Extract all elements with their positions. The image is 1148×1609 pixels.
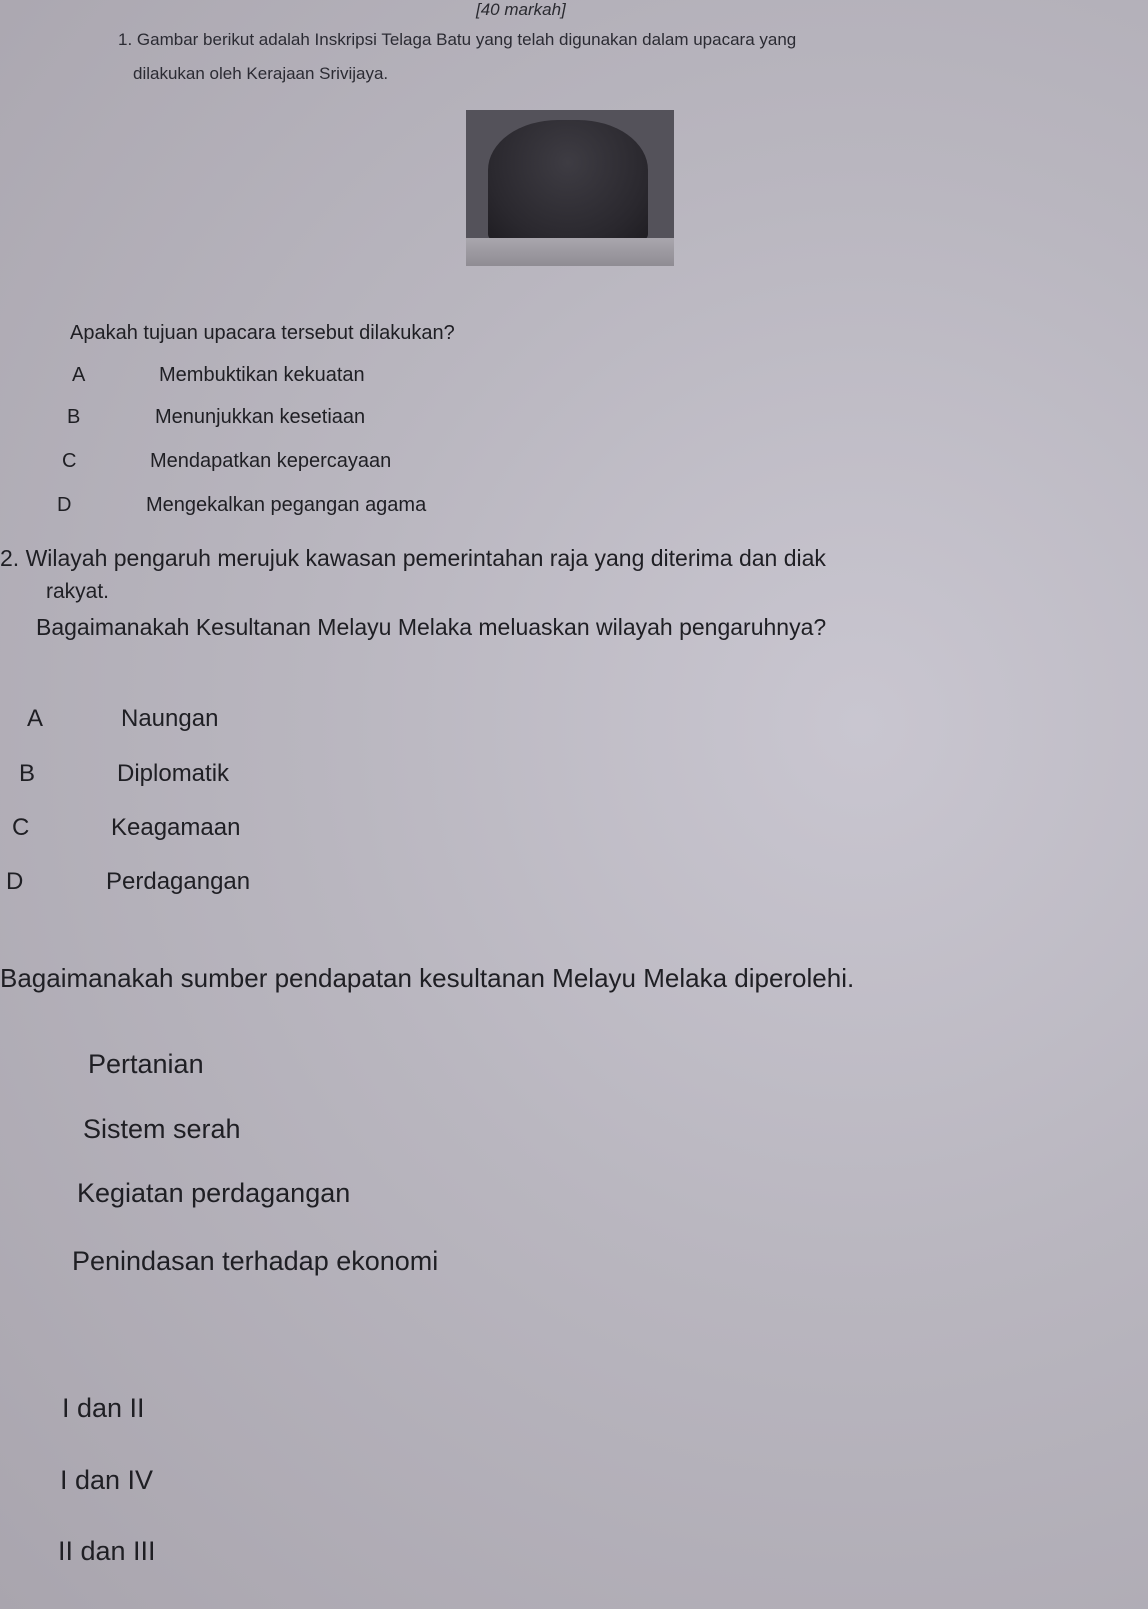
- q3-statement: Kegiatan perdagangan: [77, 1178, 351, 1208]
- q1-option-text: Mengekalkan pegangan agama: [146, 494, 427, 516]
- q2-stem-line2: rakyat.: [46, 580, 110, 603]
- q2-option-letter: A: [27, 705, 44, 732]
- q2-question: Bagaimanakah Kesultanan Melayu Melaka meluaskan wilayah pengaruhnya?: [36, 614, 827, 640]
- q3-option: I dan II: [62, 1393, 145, 1423]
- q1-option-text: Menunjukkan kesetiaan: [155, 406, 366, 428]
- total-marks: [40 markah]: [476, 0, 566, 19]
- inscription-stone: [488, 120, 648, 242]
- q3-question: Bagaimanakah sumber pendapatan kesultanan Melayu Melaka diperolehi.: [0, 963, 855, 993]
- q2-option-letter: B: [19, 760, 36, 787]
- q2-option-text: Keagamaan: [111, 814, 241, 841]
- telaga-batu-inscription-photo: [466, 110, 674, 266]
- q1-option-letter: D: [57, 494, 72, 516]
- q1-option-text: Membuktikan kekuatan: [159, 364, 365, 386]
- q3-option: I dan IV: [60, 1465, 154, 1495]
- q1-option-text: Mendapatkan kepercayaan: [150, 450, 392, 472]
- q2-option-text: Naungan: [121, 705, 219, 732]
- q2-option-letter: D: [6, 868, 24, 895]
- display-plinth: [466, 238, 674, 266]
- q3-statement: Sistem serah: [83, 1114, 241, 1144]
- q1-option-letter: B: [67, 406, 81, 428]
- q2-stem-line1: 2. Wilayah pengaruh merujuk kawasan pemerintahan raja yang diterima dan diak: [0, 545, 826, 571]
- q2-option-letter: C: [12, 814, 30, 841]
- q1-stem-line1: 1. Gambar berikut adalah Inskripsi Telaga Batu yang telah digunakan dalam upacara yang: [118, 30, 797, 49]
- q1-option-letter: A: [72, 364, 86, 386]
- q3-statement: Pertanian: [88, 1049, 204, 1079]
- q1-question: Apakah tujuan upacara tersebut dilakukan?: [70, 322, 455, 344]
- q3-option: II dan III: [58, 1536, 156, 1566]
- q3-statement: Penindasan terhadap ekonomi: [72, 1246, 439, 1276]
- q2-option-text: Diplomatik: [117, 760, 230, 787]
- q1-option-letter: C: [62, 450, 77, 472]
- q1-stem-line2: dilakukan oleh Kerajaan Srivijaya.: [133, 64, 389, 83]
- q2-option-text: Perdagangan: [106, 868, 251, 895]
